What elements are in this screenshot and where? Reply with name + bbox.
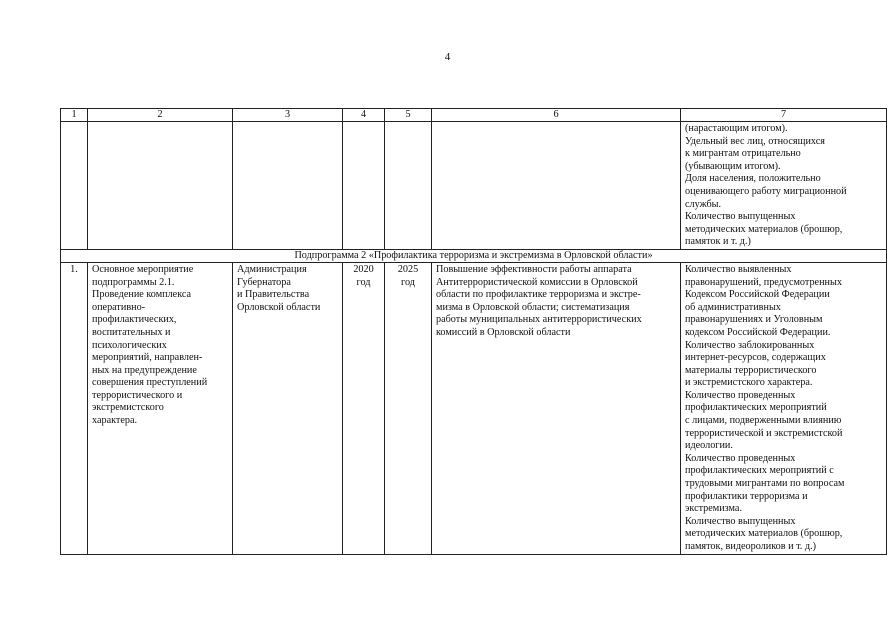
- measures-table: [60, 108, 887, 555]
- text-line: профилактических мероприятий с: [685, 465, 834, 477]
- text-line: Количество выявленных: [685, 263, 792, 275]
- executor-cell: [233, 262, 343, 554]
- expected-result-cell: [432, 262, 681, 554]
- text-line: Удельный вес лиц, относящихся: [685, 135, 825, 147]
- text-line: работы муниципальных антитеррористических: [436, 314, 642, 326]
- text-line: 2020: [353, 263, 374, 275]
- text-line: Количество проведенных: [685, 389, 796, 401]
- text-line: области по профилактике терроризма и экстре-: [436, 289, 641, 301]
- text-line: год: [401, 276, 415, 288]
- text-line: с лицами, подверженными влиянию: [685, 415, 842, 427]
- text-line: Количество проведенных: [685, 452, 796, 464]
- text-line: Количество заблокированных: [685, 339, 815, 351]
- text-line: Администрация: [237, 263, 307, 275]
- text-line: Количество выпущенных: [685, 211, 796, 223]
- text-line: профилактических мероприятий: [685, 402, 827, 414]
- empty-cell: [385, 122, 432, 250]
- row-number: 1.: [61, 262, 88, 554]
- event-cell: [88, 262, 233, 554]
- subprogram-row: [61, 249, 887, 262]
- empty-cell: [88, 122, 233, 250]
- text-line: идеологии.: [685, 440, 733, 452]
- text-line: комиссий в Орловской области: [436, 326, 571, 338]
- text-line: Орловской области: [237, 301, 321, 313]
- text-line: профилактических,: [92, 314, 177, 326]
- text-line: Антитеррористической комиссии в Орловской: [436, 276, 638, 288]
- empty-cell: [61, 122, 88, 250]
- empty-cell: [343, 122, 385, 250]
- text-line: Губернатора: [237, 276, 291, 288]
- text-line: Количество выпущенных: [685, 515, 796, 527]
- text-line: Повышение эффективности работы аппарата: [436, 263, 632, 275]
- text-line: памяток, видеороликов и т. д.): [685, 541, 816, 552]
- text-line: мизма в Орловской области; систематизация: [436, 301, 630, 313]
- text-line: оценивающего работу миграционной: [685, 185, 847, 197]
- text-line: и экстремистского характера.: [685, 377, 813, 389]
- empty-cell: [432, 122, 681, 250]
- text-line: службы.: [685, 198, 722, 210]
- header-cell-2: 2: [88, 109, 233, 122]
- text-line: террористического и: [92, 389, 183, 401]
- text-line: к мигрантам отрицательно: [685, 148, 801, 160]
- text-line: (нарастающим итогом).: [685, 123, 788, 134]
- text-line: Основное мероприятие: [92, 263, 194, 275]
- text-line: воспитательных и: [92, 326, 171, 338]
- text-line: Кодексом Российской Федерации: [685, 289, 830, 301]
- text-line: психологических: [92, 339, 167, 351]
- header-cell-7: 7: [681, 109, 887, 122]
- text-line: (убывающим итогом).: [685, 160, 781, 172]
- end-year-cell: [385, 262, 432, 554]
- header-cell-5: 5: [385, 109, 432, 122]
- header-cell-1: 1: [61, 109, 88, 122]
- text-line: памяток и т. д.): [685, 236, 751, 248]
- text-line: профилактики терроризма и: [685, 490, 808, 502]
- subprogram-title: Подпрограмма 2 «Профилактика терроризма и экстремизма в Орловской области»: [61, 249, 887, 262]
- header-cell-4: 4: [343, 109, 385, 122]
- text-line: экстремистского: [92, 402, 164, 414]
- text-line: ных на предупреждение: [92, 364, 197, 376]
- text-line: оперативно-: [92, 301, 146, 313]
- empty-cell: [233, 122, 343, 250]
- text-line: мероприятий, направлен-: [92, 352, 203, 364]
- continuation-indicators-cell: [681, 122, 887, 250]
- text-line: террористической и экстремистской: [685, 427, 843, 439]
- text-line: подпрограммы 2.1.: [92, 276, 175, 288]
- text-line: 2025: [397, 263, 419, 275]
- table-row: [61, 262, 887, 554]
- text-line: правонарушениях и Уголовным: [685, 314, 823, 326]
- text-line: материалы террористического: [685, 364, 817, 376]
- page-number: 4: [444, 51, 451, 63]
- text-line: об административных: [685, 301, 781, 313]
- text-line: Проведение комплекса: [92, 289, 192, 301]
- header-cell-6: 6: [432, 109, 681, 122]
- text-line: год: [356, 276, 371, 288]
- text-line: правонарушений, предусмотренных: [685, 276, 842, 288]
- indicators-cell: [681, 262, 887, 554]
- text-line: совершения преступлений: [92, 377, 208, 389]
- continuation-row: [61, 122, 887, 250]
- text-line: методических материалов (брошюр,: [685, 528, 843, 540]
- table-header-row: [61, 109, 887, 122]
- text-line: интернет-ресурсов, содержащих: [685, 352, 826, 364]
- text-line: трудовыми мигрантами по вопросам: [685, 478, 845, 490]
- text-line: кодексом Российской Федерации.: [685, 326, 831, 338]
- text-line: и Правительства: [237, 289, 310, 301]
- text-line: методических материалов (брошюр,: [685, 223, 843, 235]
- header-cell-3: 3: [233, 109, 343, 122]
- text-line: характера.: [92, 415, 138, 427]
- start-year-cell: [343, 262, 385, 554]
- text-line: экстремизма.: [685, 503, 743, 515]
- text-line: Доля населения, положительно: [685, 173, 821, 185]
